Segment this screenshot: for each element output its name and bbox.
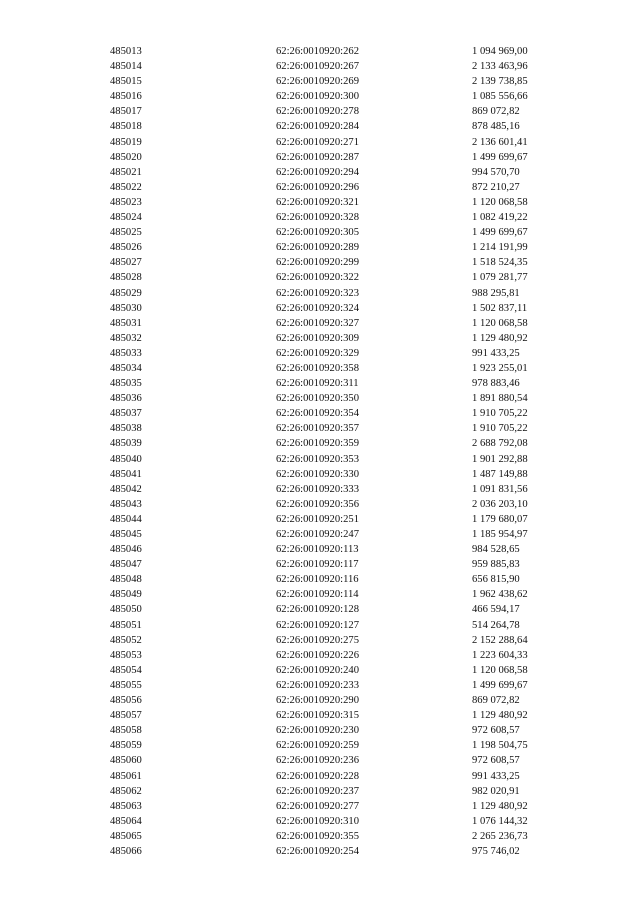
cadastral-value: 1 076 144,32 — [472, 815, 528, 827]
cadastral-number: 62:26:0010920:358 — [276, 362, 359, 374]
table-row — [0, 618, 640, 633]
table-row — [0, 844, 640, 859]
cadastral-number: 62:26:0010920:271 — [276, 136, 359, 148]
cadastral-value: 1 901 292,88 — [472, 453, 528, 465]
table-row — [0, 753, 640, 768]
record-number: 485063 — [110, 800, 142, 812]
cadastral-value: 878 485,16 — [472, 121, 520, 133]
cadastral-value: 1 129 480,92 — [472, 800, 528, 812]
cadastral-number: 62:26:0010920:290 — [276, 695, 359, 707]
record-number: 485049 — [110, 589, 142, 601]
cadastral-number: 62:26:0010920:114 — [276, 589, 359, 601]
table-row — [0, 135, 640, 150]
table-row — [0, 270, 640, 285]
cadastral-number: 62:26:0010920:310 — [276, 815, 359, 827]
cadastral-value: 1 129 480,92 — [472, 710, 528, 722]
table-row — [0, 452, 640, 467]
cadastral-number: 62:26:0010920:323 — [276, 287, 359, 299]
cadastral-number: 62:26:0010920:233 — [276, 679, 359, 691]
table-row — [0, 210, 640, 225]
record-number: 485056 — [110, 695, 142, 707]
cadastral-value: 975 746,02 — [472, 845, 520, 857]
cadastral-number: 62:26:0010920:309 — [276, 332, 359, 344]
cadastral-value: 1 094 969,00 — [472, 46, 528, 57]
cadastral-number: 62:26:0010920:127 — [276, 619, 359, 631]
cadastral-number: 62:26:0010920:330 — [276, 468, 359, 480]
record-number: 485060 — [110, 755, 142, 767]
table-row — [0, 814, 640, 829]
record-number: 485018 — [110, 121, 142, 133]
record-number: 485017 — [110, 106, 142, 118]
cadastral-value: 1 891 880,54 — [472, 393, 528, 405]
cadastral-value: 1 085 556,66 — [472, 91, 528, 103]
record-number: 485016 — [110, 91, 142, 103]
cadastral-value: 1 185 954,97 — [472, 529, 528, 540]
cadastral-value: 2 133 463,96 — [472, 61, 528, 73]
table-row — [0, 316, 640, 331]
record-number: 485028 — [110, 272, 142, 284]
cadastral-number: 62:26:0010920:356 — [276, 498, 359, 510]
record-number: 485062 — [110, 785, 142, 797]
table-row — [0, 512, 640, 527]
record-number: 485031 — [110, 317, 142, 329]
cadastral-value: 2 152 288,64 — [472, 634, 528, 646]
cadastral-value: 1 179 680,07 — [472, 513, 528, 525]
cadastral-value: 982 020,91 — [472, 785, 520, 797]
cadastral-value: 1 499 699,67 — [472, 151, 528, 163]
record-number: 485052 — [110, 634, 142, 646]
record-number: 485040 — [110, 453, 142, 465]
cadastral-number: 62:26:0010920:247 — [276, 529, 359, 540]
cadastral-number: 62:26:0010920:327 — [276, 317, 359, 329]
record-number: 485032 — [110, 332, 142, 344]
cadastral-value: 1 214 191,99 — [472, 242, 528, 254]
record-number: 485047 — [110, 559, 142, 571]
cadastral-value: 2 265 236,73 — [472, 830, 528, 842]
table-row — [0, 421, 640, 436]
table-row — [0, 663, 640, 678]
cadastral-value: 1 518 524,35 — [472, 257, 528, 269]
cadastral-number: 62:26:0010920:236 — [276, 755, 359, 767]
cadastral-number: 62:26:0010920:357 — [276, 423, 359, 435]
table-row — [0, 286, 640, 301]
record-number: 485037 — [110, 408, 142, 420]
cadastral-number: 62:26:0010920:354 — [276, 408, 359, 420]
record-number: 485045 — [110, 529, 142, 540]
table-row — [0, 467, 640, 482]
cadastral-value: 1 079 281,77 — [472, 272, 528, 284]
cadastral-value: 1 120 068,58 — [472, 196, 528, 208]
record-number: 485023 — [110, 196, 142, 208]
record-number: 485029 — [110, 287, 142, 299]
cadastral-value: 1 499 699,67 — [472, 679, 528, 691]
record-number: 485042 — [110, 483, 142, 495]
record-number: 485020 — [110, 151, 142, 163]
record-number: 485024 — [110, 212, 142, 224]
cadastral-number: 62:26:0010920:269 — [276, 76, 359, 88]
cadastral-number: 62:26:0010920:329 — [276, 347, 359, 359]
cadastral-number: 62:26:0010920:359 — [276, 438, 359, 450]
cadastral-number: 62:26:0010920:259 — [276, 740, 359, 752]
table-row — [0, 180, 640, 195]
record-number: 485034 — [110, 362, 142, 374]
cadastral-number: 62:26:0010920:275 — [276, 634, 359, 646]
table-row — [0, 59, 640, 74]
record-number: 485026 — [110, 242, 142, 254]
table-row — [0, 693, 640, 708]
cadastral-number: 62:26:0010920:113 — [276, 544, 359, 556]
cadastral-number: 62:26:0010920:353 — [276, 453, 359, 465]
table-row — [0, 89, 640, 104]
cadastral-number: 62:26:0010920:299 — [276, 257, 359, 269]
cadastral-number: 62:26:0010920:117 — [276, 559, 359, 571]
cadastral-number: 62:26:0010920:289 — [276, 242, 359, 254]
record-number: 485050 — [110, 604, 142, 616]
record-number: 485013 — [110, 46, 142, 57]
record-number: 485064 — [110, 815, 142, 827]
record-number: 485043 — [110, 498, 142, 510]
cadastral-value: 1 082 419,22 — [472, 212, 528, 224]
record-number: 485057 — [110, 710, 142, 722]
record-number: 485058 — [110, 725, 142, 737]
cadastral-number: 62:26:0010920:267 — [276, 61, 359, 73]
cadastral-value: 1 487 149,88 — [472, 468, 528, 480]
record-number: 485051 — [110, 619, 142, 631]
cadastral-number: 62:26:0010920:328 — [276, 212, 359, 224]
cadastral-value: 1 198 504,75 — [472, 740, 528, 752]
document-table — [0, 44, 640, 859]
table-row — [0, 391, 640, 406]
cadastral-value: 514 264,78 — [472, 619, 520, 631]
table-row — [0, 542, 640, 557]
table-row — [0, 799, 640, 814]
cadastral-value: 1 499 699,67 — [472, 227, 528, 239]
cadastral-value: 972 608,57 — [472, 725, 520, 737]
table-row — [0, 482, 640, 497]
record-number: 485035 — [110, 378, 142, 390]
table-row — [0, 572, 640, 587]
cadastral-value: 2 688 792,08 — [472, 438, 528, 450]
cadastral-number: 62:26:0010920:226 — [276, 649, 359, 661]
table-row — [0, 346, 640, 361]
table-row — [0, 633, 640, 648]
table-row — [0, 44, 640, 59]
table-row — [0, 119, 640, 134]
cadastral-number: 62:26:0010920:262 — [276, 46, 359, 57]
table-row — [0, 436, 640, 451]
cadastral-value: 2 139 738,85 — [472, 76, 528, 88]
cadastral-value: 994 570,70 — [472, 166, 520, 178]
cadastral-value: 984 528,65 — [472, 544, 520, 556]
table-row — [0, 165, 640, 180]
record-number: 485066 — [110, 845, 142, 857]
table-row — [0, 74, 640, 89]
record-number: 485065 — [110, 830, 142, 842]
cadastral-number: 62:26:0010920:355 — [276, 830, 359, 842]
record-number: 485030 — [110, 302, 142, 314]
table-row — [0, 150, 640, 165]
table-row — [0, 331, 640, 346]
cadastral-value: 1 502 837,11 — [472, 302, 528, 314]
record-number: 485054 — [110, 664, 142, 676]
table-row — [0, 240, 640, 255]
cadastral-number: 62:26:0010920:311 — [276, 378, 359, 390]
cadastral-number: 62:26:0010920:278 — [276, 106, 359, 118]
cadastral-number: 62:26:0010920:237 — [276, 785, 359, 797]
table-row — [0, 587, 640, 602]
record-number: 485036 — [110, 393, 142, 405]
cadastral-value: 2 136 601,41 — [472, 136, 528, 148]
cadastral-number: 62:26:0010920:321 — [276, 196, 359, 208]
cadastral-value: 1 910 705,22 — [472, 408, 528, 420]
table-row — [0, 361, 640, 376]
record-number: 485059 — [110, 740, 142, 752]
cadastral-value: 2 036 203,10 — [472, 498, 528, 510]
cadastral-value: 869 072,82 — [472, 695, 520, 707]
cadastral-value: 1 223 604,33 — [472, 649, 528, 661]
cadastral-value: 972 608,57 — [472, 755, 520, 767]
cadastral-value: 978 883,46 — [472, 378, 520, 390]
table-row — [0, 723, 640, 738]
table-row — [0, 225, 640, 240]
cadastral-number: 62:26:0010920:324 — [276, 302, 359, 314]
table-row — [0, 678, 640, 693]
record-number: 485022 — [110, 181, 142, 193]
record-number: 485055 — [110, 679, 142, 691]
cadastral-number: 62:26:0010920:251 — [276, 513, 359, 525]
record-number: 485038 — [110, 423, 142, 435]
record-number: 485041 — [110, 468, 142, 480]
table-row — [0, 602, 640, 617]
record-number: 485019 — [110, 136, 142, 148]
cadastral-number: 62:26:0010920:296 — [276, 181, 359, 193]
table-row — [0, 195, 640, 210]
record-number: 485039 — [110, 438, 142, 450]
cadastral-number: 62:26:0010920:284 — [276, 121, 359, 133]
cadastral-value: 656 815,90 — [472, 574, 520, 586]
table-row — [0, 255, 640, 270]
record-number: 485021 — [110, 166, 142, 178]
cadastral-number: 62:26:0010920:333 — [276, 483, 359, 495]
table-row — [0, 497, 640, 512]
table-row — [0, 376, 640, 391]
cadastral-value: 1 962 438,62 — [472, 589, 528, 601]
cadastral-number: 62:26:0010920:305 — [276, 227, 359, 239]
cadastral-number: 62:26:0010920:300 — [276, 91, 359, 103]
record-number: 485033 — [110, 347, 142, 359]
record-number: 485061 — [110, 770, 142, 782]
cadastral-value: 959 885,83 — [472, 559, 520, 571]
record-number: 485048 — [110, 574, 142, 586]
cadastral-number: 62:26:0010920:254 — [276, 845, 359, 857]
cadastral-number: 62:26:0010920:228 — [276, 770, 359, 782]
table-row — [0, 648, 640, 663]
record-number: 485053 — [110, 649, 142, 661]
cadastral-number: 62:26:0010920:350 — [276, 393, 359, 405]
record-number: 485025 — [110, 227, 142, 239]
cadastral-value: 1 910 705,22 — [472, 423, 528, 435]
cadastral-value: 1 091 831,56 — [472, 483, 528, 495]
cadastral-value: 466 594,17 — [472, 604, 520, 616]
cadastral-number: 62:26:0010920:322 — [276, 272, 359, 284]
table-row — [0, 557, 640, 572]
cadastral-number: 62:26:0010920:294 — [276, 166, 359, 178]
cadastral-value: 991 433,25 — [472, 770, 520, 782]
table-row — [0, 104, 640, 119]
cadastral-number: 62:26:0010920:277 — [276, 800, 359, 812]
record-number: 485015 — [110, 76, 142, 88]
table-row — [0, 708, 640, 723]
cadastral-number: 62:26:0010920:128 — [276, 604, 359, 616]
cadastral-value: 1 120 068,58 — [472, 317, 528, 329]
cadastral-value: 872 210,27 — [472, 181, 520, 193]
table-row — [0, 769, 640, 784]
record-number: 485014 — [110, 61, 142, 73]
cadastral-number: 62:26:0010920:315 — [276, 710, 359, 722]
table-row — [0, 784, 640, 799]
cadastral-value: 991 433,25 — [472, 347, 520, 359]
cadastral-value: 1 129 480,92 — [472, 332, 528, 344]
cadastral-number: 62:26:0010920:116 — [276, 574, 359, 586]
cadastral-number: 62:26:0010920:230 — [276, 725, 359, 737]
record-number: 485046 — [110, 544, 142, 556]
cadastral-value: 1 120 068,58 — [472, 664, 528, 676]
cadastral-value: 869 072,82 — [472, 106, 520, 118]
record-number: 485044 — [110, 513, 142, 525]
cadastral-number: 62:26:0010920:240 — [276, 664, 359, 676]
record-number: 485027 — [110, 257, 142, 269]
table-row — [0, 301, 640, 316]
cadastral-number: 62:26:0010920:287 — [276, 151, 359, 163]
cadastral-value: 1 923 255,01 — [472, 362, 528, 374]
cadastral-value: 988 295,81 — [472, 287, 520, 299]
table-row — [0, 406, 640, 421]
table-row — [0, 738, 640, 753]
table-row — [0, 527, 640, 542]
table-row — [0, 829, 640, 844]
